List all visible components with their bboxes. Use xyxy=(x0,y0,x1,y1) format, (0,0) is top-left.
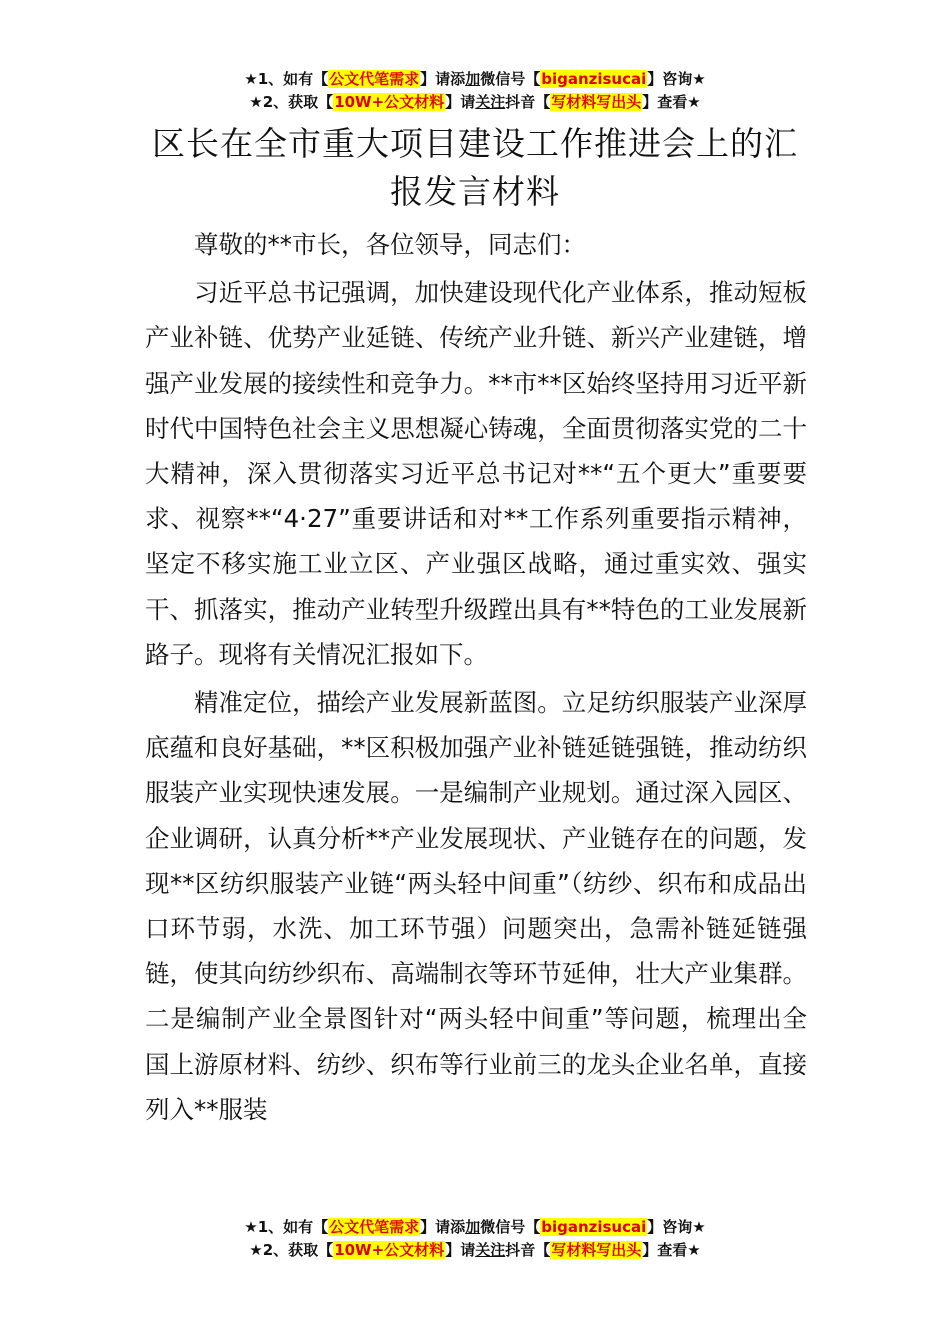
banner-text: 】请 xyxy=(445,93,476,111)
banner-text: ★2、获取【 xyxy=(249,93,334,111)
paragraph: 精准定位，描绘产业发展新蓝图。立足纺织服装产业深厚底蕴和良好基础，**区积极加强产业补链延链强链，推动纺织服装产业实现快速发展。一是编制产业规划。通过深入园区、企业调研，认真分析**产业发展现状、产业链存在的问题，发现**区纺织服装产业链“两头轻中间重”（纺纱、织布和成品出口环节弱，水洗、加工环节强）问题突出，急需补链延链强链，使其向纺纱织布、高端制衣等环节延伸，壮大产业集群。二是编制产业全景图针对“两头轻中间重”等问题，梳理出全国上游原材料、纺纱、织布等行业前三的龙头企业名单，直接列入**服装 xyxy=(145,688,807,1124)
banner-text: 抖音【 xyxy=(505,1241,551,1259)
banner-highlight: 公文代笔需求 xyxy=(329,1218,420,1236)
document-body xyxy=(145,222,807,1132)
banner-line-1 xyxy=(0,68,950,91)
banner-text: 】查看★ xyxy=(642,93,701,111)
banner-text: 】查看★ xyxy=(642,1241,701,1259)
banner-underline: 加 xyxy=(465,70,481,88)
banner-text: 微信号【 xyxy=(480,1218,541,1236)
banner-highlight: biganzisucai xyxy=(541,1218,647,1236)
banner-underline: 关注 xyxy=(475,1241,506,1259)
banner-text: 微信号【 xyxy=(480,70,541,88)
banner-text: ★1、如有【 xyxy=(244,1218,329,1236)
banner-underline: 加 xyxy=(465,1218,481,1236)
banner-text: ★1、如有【 xyxy=(244,70,329,88)
banner-text: 】请 xyxy=(445,1241,476,1259)
footer-banner xyxy=(0,1216,950,1262)
banner-underline: 关注 xyxy=(475,93,506,111)
salutation: 尊敬的**市长，各位领导，同志们： xyxy=(194,230,586,259)
banner-highlight: biganzisucai xyxy=(541,70,647,88)
banner-highlight: 公文代笔需求 xyxy=(329,70,420,88)
banner-highlight: 10W+公文材料 xyxy=(334,93,445,111)
banner-text: ★2、获取【 xyxy=(249,1241,334,1259)
paragraph: 习近平总书记强调，加快建设现代化产业体系，推动短板产业补链、优势产业延链、传统产业升链、新兴产业建链，增强产业发展的接续性和竞争力。**市**区始终坚持用习近平新时代中国特色社会主义思想凝心铸魂，全面贯彻落实党的二十大精神，深入贯彻落实习近平总书记对**“五个更大”重要要求、视察**“4·27”重要讲话和对**工作系列重要指示精神，坚定不移实施工业立区、产业强区战略，通过重实效、强实干、抓落实，推动产业转型升级蹚出具有**特色的工业发展新路子。现将有关情况汇报如下。 xyxy=(145,278,807,669)
banner-text: 】请添 xyxy=(420,70,466,88)
banner-highlight: 写材料写出头 xyxy=(551,93,642,111)
banner-line-1 xyxy=(0,1216,950,1239)
banner-text: 】咨询★ xyxy=(647,1218,706,1236)
header-banner xyxy=(0,68,950,114)
banner-highlight: 10W+公文材料 xyxy=(334,1241,445,1259)
document-title: 区长在全市重大项目建设工作推进会上的汇报发言材料 xyxy=(152,124,798,211)
banner-text: 】咨询★ xyxy=(647,70,706,88)
banner-line-2 xyxy=(0,91,950,114)
banner-highlight: 写材料写出头 xyxy=(551,1241,642,1259)
banner-line-2 xyxy=(0,1239,950,1262)
banner-text: 抖音【 xyxy=(505,93,551,111)
banner-text: 】请添 xyxy=(420,1218,466,1236)
